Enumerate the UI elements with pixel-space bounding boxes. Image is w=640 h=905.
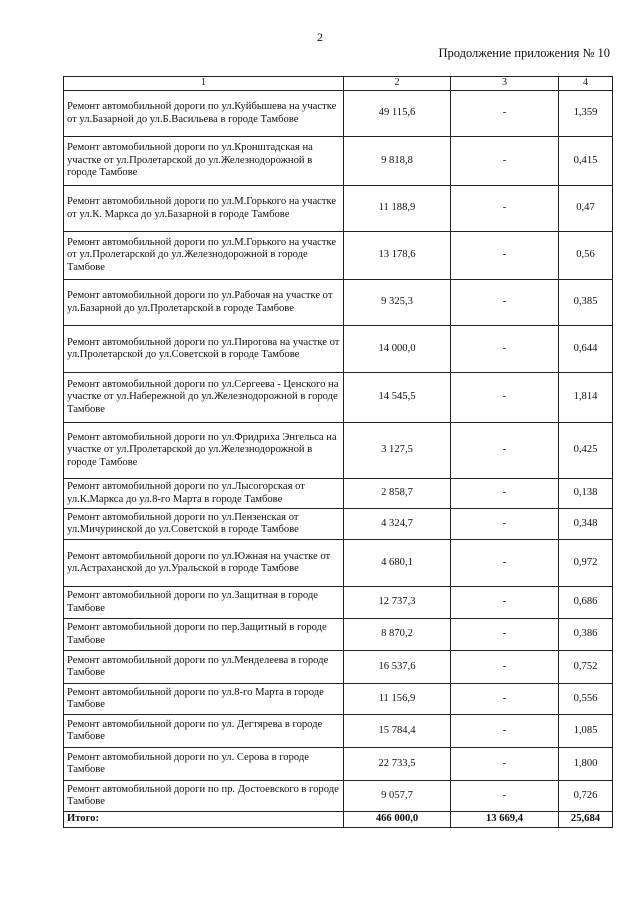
- row-name: Ремонт автомобильной дороги по ул.Менделеева в городе Тамбове: [64, 651, 344, 684]
- total-label: Итого:: [64, 812, 344, 828]
- total-col-4: 25,684: [559, 812, 613, 828]
- row-col-4: 0,415: [559, 137, 613, 186]
- row-name: Ремонт автомобильной дороги по ул.Куйбышева на участке от ул.Базарной до ул.Б.Васильева в городе Тамбове: [64, 91, 344, 137]
- row-col-3: -: [451, 280, 559, 326]
- row-col-2: 15 784,4: [344, 715, 451, 748]
- row-col-4: 0,386: [559, 619, 613, 651]
- row-name: Ремонт автомобильной дороги по ул.М.Горького на участке от ул.Пролетарской до ул.Железнодорожной в городе Тамбове: [64, 232, 344, 280]
- row-col-2: 4 680,1: [344, 540, 451, 587]
- row-name: Ремонт автомобильной дороги по пр. Достоевского в городе Тамбове: [64, 781, 344, 812]
- row-col-3: -: [451, 619, 559, 651]
- page-number: 2: [317, 30, 323, 44]
- row-col-3: -: [451, 137, 559, 186]
- continuation-caption: Продолжение приложения № 10: [438, 46, 610, 60]
- row-col-2: 49 115,6: [344, 91, 451, 137]
- row-name: Ремонт автомобильной дороги по ул.Лысогорская от ул.К.Маркса до ул.8-го Марта в городе Тамбове: [64, 479, 344, 509]
- row-col-2: 16 537,6: [344, 651, 451, 684]
- table-row: [64, 684, 613, 715]
- row-col-4: 0,138: [559, 479, 613, 509]
- header-col-1: 1: [64, 77, 344, 91]
- table-row: [64, 373, 613, 423]
- row-col-3: -: [451, 651, 559, 684]
- row-name: Ремонт автомобильной дороги по ул.Пензенская от ул.Мичуринской до ул.Советской в городе Тамбове: [64, 509, 344, 540]
- table-row: [64, 232, 613, 280]
- row-name: Ремонт автомобильной дороги по ул.Южная на участке от ул.Астраханской до ул.Уральской в городе Тамбове: [64, 540, 344, 587]
- row-col-4: 0,348: [559, 509, 613, 540]
- row-col-3: -: [451, 540, 559, 587]
- table-row: [64, 587, 613, 619]
- total-row: [64, 812, 613, 828]
- header-col-2: 2: [344, 77, 451, 91]
- row-col-4: 1,085: [559, 715, 613, 748]
- row-col-3: -: [451, 748, 559, 781]
- table-row: [64, 540, 613, 587]
- row-name: Ремонт автомобильной дороги по ул.Сергеева - Ценского на участке от ул.Набережной до ул.Железнодорожной в городе Тамбове: [64, 373, 344, 423]
- row-col-2: 14 000,0: [344, 326, 451, 373]
- table-row: [64, 509, 613, 540]
- table-row: [64, 651, 613, 684]
- row-col-3: -: [451, 91, 559, 137]
- row-name: Ремонт автомобильной дороги по ул.Кронштадская на участке от ул.Пролетарской до ул.Железнодорожной в городе Тамбове: [64, 137, 344, 186]
- row-name: Ремонт автомобильной дороги по ул. Дегтярева в городе Тамбове: [64, 715, 344, 748]
- row-col-3: -: [451, 715, 559, 748]
- row-name: Ремонт автомобильной дороги по ул.Пирогова на участке от ул.Пролетарской до ул.Советской в городе Тамбове: [64, 326, 344, 373]
- table-row: [64, 326, 613, 373]
- row-col-4: 0,644: [559, 326, 613, 373]
- table-row: [64, 280, 613, 326]
- row-col-2: 8 870,2: [344, 619, 451, 651]
- table-row: [64, 186, 613, 232]
- row-col-2: 14 545,5: [344, 373, 451, 423]
- row-name: Ремонт автомобильной дороги по ул.М.Горького на участке от ул.К. Маркса до ул.Базарной в городе Тамбове: [64, 186, 344, 232]
- header-col-4: 4: [559, 77, 613, 91]
- table-row: [64, 423, 613, 479]
- row-name: Ремонт автомобильной дороги по ул.Рабочая на участке от ул.Базарной до ул.Пролетарской в городе Тамбове: [64, 280, 344, 326]
- row-col-4: 1,800: [559, 748, 613, 781]
- table-body: [64, 91, 613, 828]
- total-col-3: 13 669,4: [451, 812, 559, 828]
- row-col-4: 1,814: [559, 373, 613, 423]
- row-col-2: 9 325,3: [344, 280, 451, 326]
- row-col-2: 9 057,7: [344, 781, 451, 812]
- row-col-4: 0,47: [559, 186, 613, 232]
- total-col-2: 466 000,0: [344, 812, 451, 828]
- table-row: [64, 619, 613, 651]
- row-col-4: 0,972: [559, 540, 613, 587]
- row-name: Ремонт автомобильной дороги по ул.Фридриха Энгельса на участке от ул.Пролетарской до ул.Железнодорожной в городе Тамбове: [64, 423, 344, 479]
- row-col-4: 0,425: [559, 423, 613, 479]
- header-col-3: 3: [451, 77, 559, 91]
- header-row: [64, 77, 613, 91]
- row-col-4: 0,56: [559, 232, 613, 280]
- row-col-4: 0,556: [559, 684, 613, 715]
- table-row: [64, 137, 613, 186]
- row-col-4: 0,726: [559, 781, 613, 812]
- row-col-2: 11 188,9: [344, 186, 451, 232]
- row-col-3: -: [451, 684, 559, 715]
- row-col-2: 9 818,8: [344, 137, 451, 186]
- row-name: Ремонт автомобильной дороги по ул. Серова в городе Тамбове: [64, 748, 344, 781]
- row-col-2: 3 127,5: [344, 423, 451, 479]
- table-row: [64, 715, 613, 748]
- row-col-2: 13 178,6: [344, 232, 451, 280]
- row-col-4: 1,359: [559, 91, 613, 137]
- table-row: [64, 91, 613, 137]
- row-col-2: 11 156,9: [344, 684, 451, 715]
- row-col-3: -: [451, 587, 559, 619]
- row-col-3: -: [451, 326, 559, 373]
- row-col-3: -: [451, 232, 559, 280]
- row-col-3: -: [451, 373, 559, 423]
- row-col-3: -: [451, 186, 559, 232]
- row-col-4: 0,752: [559, 651, 613, 684]
- row-col-2: 2 858,7: [344, 479, 451, 509]
- row-col-2: 4 324,7: [344, 509, 451, 540]
- row-col-4: 0,385: [559, 280, 613, 326]
- row-col-3: -: [451, 781, 559, 812]
- row-name: Ремонт автомобильной дороги по пер.Защитный в городе Тамбове: [64, 619, 344, 651]
- row-col-2: 22 733,5: [344, 748, 451, 781]
- row-col-3: -: [451, 423, 559, 479]
- row-col-4: 0,686: [559, 587, 613, 619]
- table-row: [64, 479, 613, 509]
- table-row: [64, 748, 613, 781]
- table-row: [64, 781, 613, 812]
- row-col-2: 12 737,3: [344, 587, 451, 619]
- repair-table: [63, 76, 613, 828]
- row-name: Ремонт автомобильной дороги по ул.Защитная в городе Тамбове: [64, 587, 344, 619]
- row-name: Ремонт автомобильной дороги по ул.8-го Марта в городе Тамбове: [64, 684, 344, 715]
- row-col-3: -: [451, 509, 559, 540]
- row-col-3: -: [451, 479, 559, 509]
